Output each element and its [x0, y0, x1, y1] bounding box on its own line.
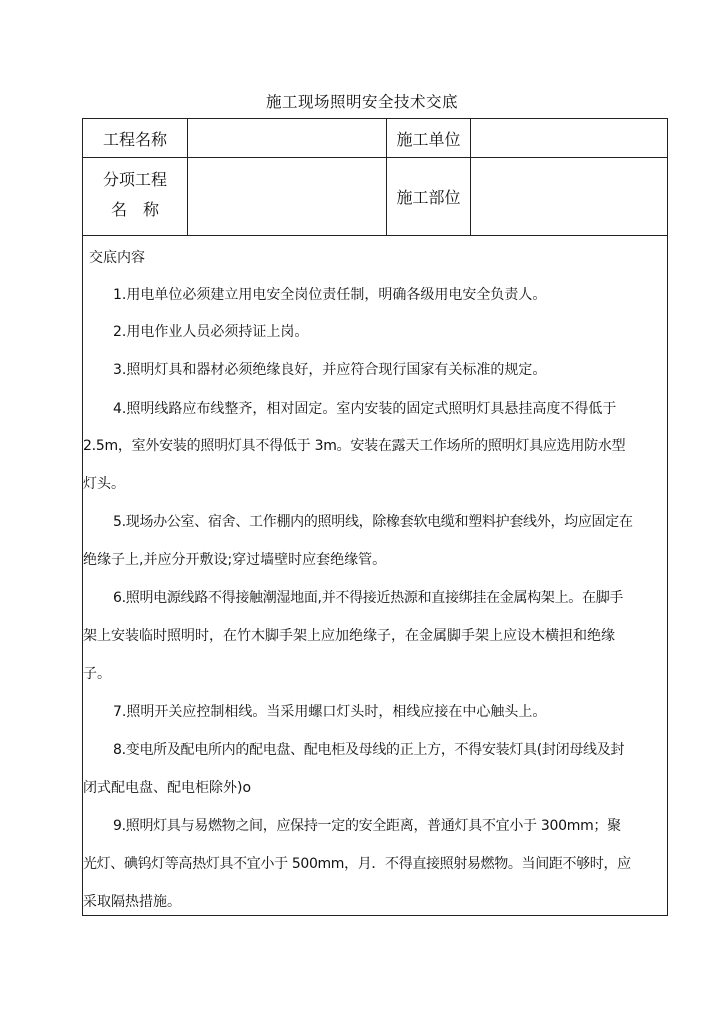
disclosure-table — [82, 118, 668, 916]
content-line: 5.现场办公室、宿舍、工作棚内的照明线，除橡套软电缆和塑料护套线外，均应固定在 — [113, 514, 633, 530]
row-divider-2 — [83, 235, 667, 236]
subproject-label-line2: 名 称 — [110, 200, 159, 219]
construction-location-label: 施工部位 — [396, 188, 461, 207]
content-line: 光灯、碘钨灯等高热灯具不宜小于 500mm，月．不得直接照射易燃物。当间距不够时，应 — [83, 856, 631, 872]
subproject-value[interactable] — [188, 158, 386, 235]
content-line: 闭式配电盘、配电柜除外)o — [83, 780, 252, 796]
content-line: 2.用电作业人员必须持证上岗。 — [113, 324, 309, 340]
content-line: 3.照明灯具和器材必须绝缘良好，并应符合现行国家有关标准的规定。 — [113, 362, 547, 378]
content-line: 灯头。 — [83, 476, 125, 492]
construction-unit-value[interactable] — [471, 119, 667, 157]
content-line: 7.照明开关应控制相线。当采用螺口灯头时，相线应接在中心触头上。 — [113, 704, 547, 720]
document-title: 施工现场照明安全技术交底 — [265, 93, 458, 111]
content-line: 子。 — [83, 666, 111, 682]
project-name-value[interactable] — [188, 119, 386, 157]
section-label: 交底内容 — [89, 250, 145, 266]
subproject-label — [83, 167, 187, 227]
content-line: 8.变电所及配电所内的配电盘、配电柜及母线的正上方，不得安装灯具(封闭母线及封 — [113, 742, 625, 758]
project-name-label: 工程名称 — [102, 129, 167, 149]
content-line: 1.用电单位必须建立用电安全岗位责任制，明确各级用电安全负责人。 — [113, 287, 547, 303]
construction-location-value[interactable] — [471, 158, 667, 235]
content-line: 4.照明线路应布线整齐，相对固定。室内安装的固定式照明灯具悬挂高度不得低于 — [113, 401, 617, 417]
construction-unit-label: 施工单位 — [396, 129, 461, 149]
content-line: 6.照明电源线路不得接触潮湿地面,并不得接近热源和直接绑挂在金属构架上。在脚手 — [113, 590, 624, 606]
content-line: 9.照明灯具与易燃物之间，应保持一定的安全距离，普通灯具不宜小于 300mm；聚 — [113, 818, 621, 834]
content-line: 架上安装临时照明时，在竹木脚手架上应加绝缘子，在金属脚手架上应设木横担和绝缘 — [83, 628, 615, 644]
content-line: 2.5m，室外安装的照明灯具不得低于 3m。安装在露天工作场所的照明灯具应选用防水型 — [83, 438, 626, 454]
content-line: 采取隔热措施。 — [83, 894, 181, 910]
subproject-label-line1: 分项工程 — [102, 170, 167, 189]
content-line: 绝缘子上,并应分开敷设;穿过墙壁时应套绝缘管。 — [83, 552, 387, 568]
